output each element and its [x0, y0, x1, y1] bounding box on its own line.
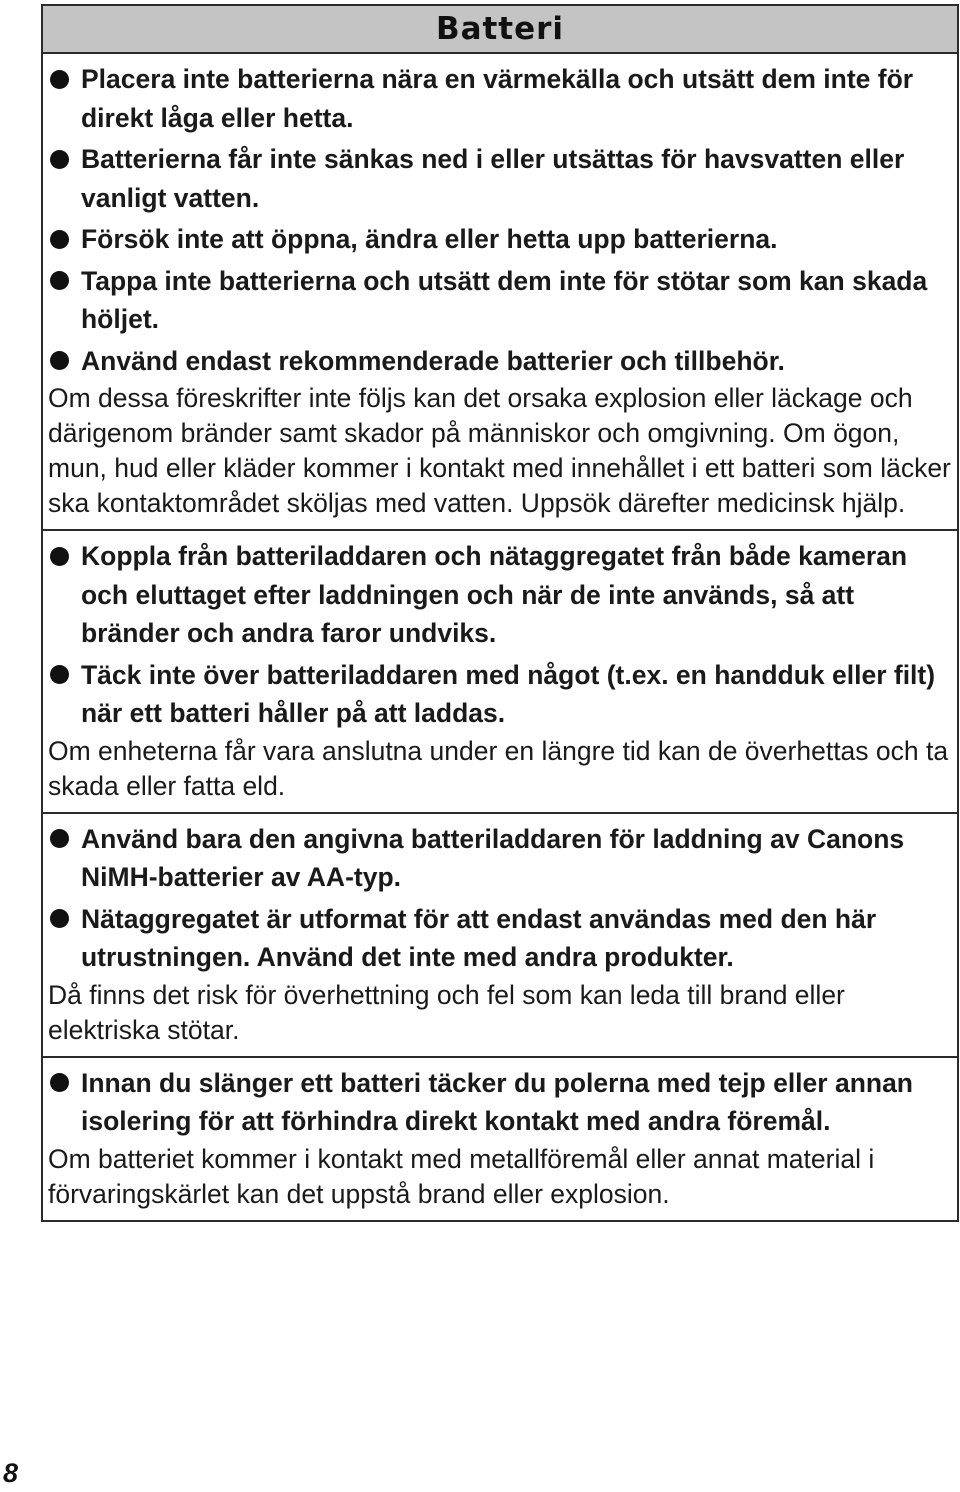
bullet-icon — [48, 220, 81, 259]
warning-item: Försök inte att öppna, ändra eller hetta upp batterierna. — [48, 220, 953, 259]
bullet-icon — [48, 140, 81, 179]
title-bar — [43, 6, 957, 54]
bullet-icon — [48, 900, 81, 939]
warning-section-4 — [43, 1058, 957, 1220]
warning-note: Om dessa föreskrifter inte följs kan det orsaka explosion eller läckage och därigenom bränder samt skador på människor och omgivning. Om ögon, mun, hud eller kläder kommer i kontakt med innehållet i ett batteri som läcker ska kontaktområdet sköljas med vatten. Uppsök därefter medicinsk hjälp. — [48, 383, 951, 518]
bullet-icon — [48, 656, 81, 695]
bullet-icon — [48, 820, 81, 859]
bullet-icon — [48, 1064, 81, 1103]
page-number: 8 — [3, 1458, 19, 1488]
warning-section-1 — [43, 54, 957, 531]
warning-note: Då finns det risk för överhettning och fel som kan leda till brand eller elektriska stötar. — [48, 979, 845, 1045]
warning-section-3 — [43, 814, 957, 1058]
battery-warning-table — [41, 4, 959, 1222]
bullet-icon — [48, 342, 81, 381]
warning-item: Nätaggregatet är utformat för att endast användas med den här utrustningen. Använd det inte med andra produkter. — [48, 900, 953, 977]
section-title: Batteri — [435, 11, 565, 47]
warning-item: Batterierna får inte sänkas ned i eller utsättas för havsvatten eller vanligt vatten. — [48, 140, 953, 217]
bullet-icon — [48, 262, 81, 301]
warning-note: Om enheterna får vara anslutna under en längre tid kan de överhettas och ta skada eller fatta eld. — [48, 735, 949, 801]
bullet-icon — [48, 60, 81, 99]
warning-item: Använd endast rekommenderade batterier och tillbehör. — [48, 342, 953, 381]
warning-item: Innan du slänger ett batteri täcker du polerna med tejp eller annan isolering för att förhindra direkt kontakt med andra föremål. — [48, 1064, 953, 1141]
warning-item: Använd bara den angivna batteriladdaren för laddning av Canons NiMH-batterier av AA-typ. — [48, 820, 953, 897]
warning-item: Tappa inte batterierna och utsätt dem inte för stötar som kan skada höljet. — [48, 262, 953, 339]
warning-item: Koppla från batteriladdaren och nätaggregatet från både kameran och eluttaget efter laddningen och när de inte används, så att bränder och andra faror undviks. — [48, 537, 953, 653]
bullet-icon — [48, 537, 81, 576]
warning-section-2 — [43, 531, 957, 814]
warning-note: Om batteriet kommer i kontakt med metallföremål eller annat material i förvaringskärlet kan det uppstå brand eller explosion. — [48, 1143, 875, 1209]
warning-item: Täck inte över batteriladdaren med något (t.ex. en handduk eller filt) när ett batteri håller på att laddas. — [48, 656, 953, 733]
warning-item: Placera inte batterierna nära en värmekälla och utsätt dem inte för direkt låga eller hetta. — [48, 60, 953, 137]
